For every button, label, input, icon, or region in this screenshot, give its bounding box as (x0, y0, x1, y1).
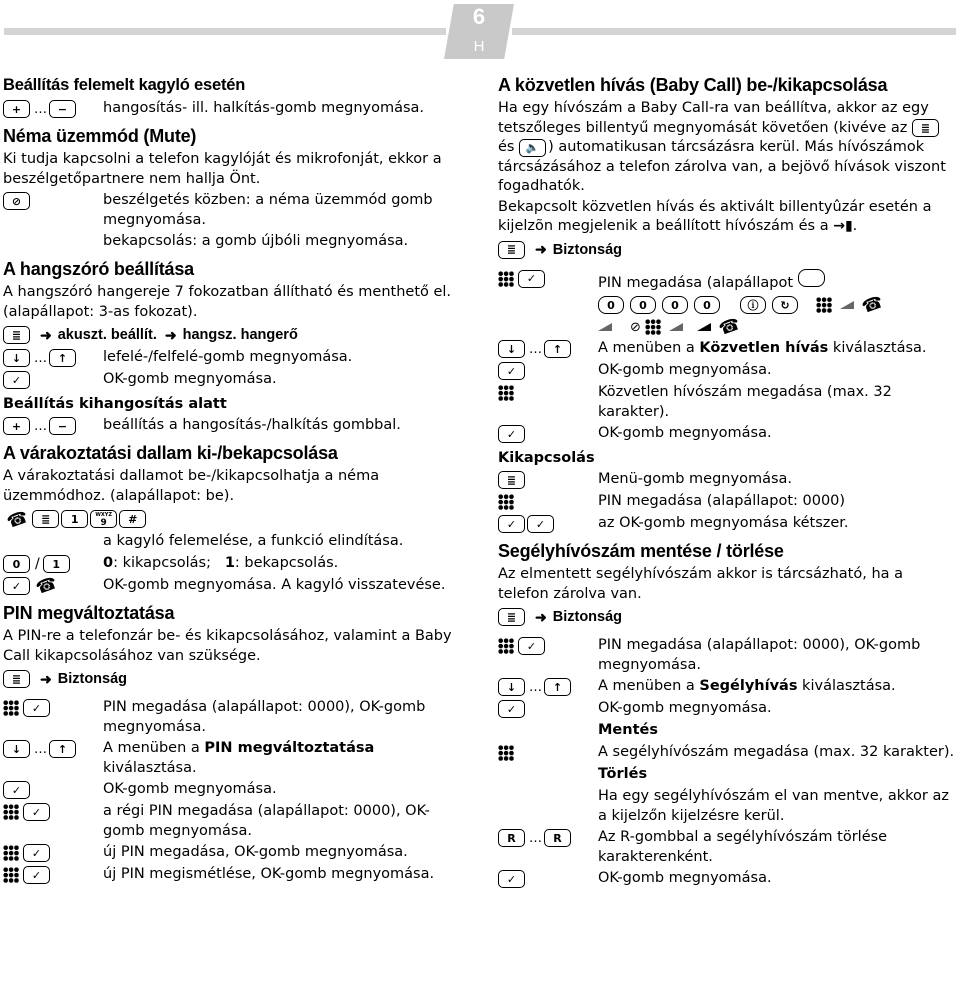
ok-key-icon: ✓ (23, 844, 50, 862)
instruction-text: OK-gomb megnyomása. (103, 371, 277, 387)
left-column (3, 74, 461, 887)
r-key-icon: R (498, 829, 525, 847)
keys (3, 802, 103, 822)
keys (498, 361, 598, 381)
section-title: A hangszóró beállítása (3, 259, 194, 279)
handset-icon: ☎ (4, 506, 31, 534)
instruction-text (103, 739, 461, 778)
menu-key-icon: ≣ (498, 241, 525, 259)
instruction-text: OK-gomb megnyomása. (598, 362, 772, 378)
digit-0-key-icon: 0 (662, 296, 688, 314)
info-key-icon: ⓘ (740, 296, 766, 314)
menu-step: Biztonság (552, 609, 623, 625)
plus-key-icon: + (3, 100, 30, 118)
keypad-icon (3, 867, 19, 883)
instruction-row (3, 554, 461, 574)
keys (498, 699, 598, 719)
instruction-row (498, 743, 956, 763)
arrow-icon: ➜ (40, 326, 52, 343)
keypad-icon (498, 745, 514, 761)
instruction-text: Az R-gombbal a segélyhívószám törlése karakterenként. (598, 829, 888, 865)
keypad-icon (498, 638, 514, 654)
keypad-icon (3, 845, 19, 861)
menu-key-icon: ≣ (3, 326, 30, 344)
section-title: A várakoztatási dallam ki-/bekapcsolása (3, 443, 338, 463)
instruction-row (498, 636, 956, 675)
menu-path (3, 668, 461, 690)
down-key-icon: ↓ (3, 740, 30, 758)
instruction-row (3, 232, 461, 252)
instruction-text: OK-gomb megnyomása. (103, 781, 277, 797)
keys (498, 787, 598, 807)
digit-1-key-icon: 1 (43, 555, 70, 573)
paragraph: A hangszóró hangereje 7 fokozatban állítható és menthető el. (alapállapot: 3-as fokozat). (3, 284, 452, 320)
subsection-title: Beállítás kihangosítás alatt (3, 396, 227, 412)
instruction-text (598, 339, 956, 359)
instruction-row (3, 865, 461, 885)
instruction-row (498, 492, 956, 512)
keys (498, 636, 598, 656)
instruction-row (3, 99, 461, 119)
ellipsis: … (529, 341, 542, 357)
language-code: H (473, 38, 485, 55)
keys (3, 698, 103, 718)
instruction-row (498, 361, 956, 381)
instruction-text: bekapcsolás: a gomb újbóli megnyomása. (103, 233, 409, 249)
ok-key-icon: ✓ (498, 425, 525, 443)
volume-icon (598, 323, 612, 331)
keys (498, 765, 598, 785)
instruction-row (498, 677, 956, 697)
keys (3, 232, 103, 252)
text: és (498, 139, 515, 155)
keys (3, 348, 103, 368)
keypad-icon (3, 700, 19, 716)
instruction-row (3, 780, 461, 800)
keys (498, 492, 598, 512)
menu-path (498, 239, 956, 261)
symbol-sequence (598, 313, 956, 341)
text: Bekapcsolt közvetlen hívás és aktivált billentyûzár esetén a kijelzõn megjelenik a beállított hívószám és a (498, 198, 932, 234)
arrow-icon: ➜ (535, 608, 547, 625)
speaker-key-icon: 🔈 (519, 139, 546, 157)
ellipsis: … (34, 101, 47, 117)
instruction-text: új PIN megismétlése, OK-gomb megnyomása. (103, 866, 435, 882)
menu-path (3, 324, 461, 346)
keypad-icon (3, 804, 19, 820)
up-key-icon: ↑ (49, 349, 76, 367)
keys (3, 370, 103, 390)
instruction-row (498, 699, 956, 719)
text: : bekapcsolás. (234, 555, 339, 571)
text: : kikapcsolás; (113, 555, 211, 571)
instruction-text: OK-gomb megnyomása. (598, 425, 772, 441)
down-key-icon: ↓ (498, 678, 525, 696)
keys (498, 677, 598, 697)
digit-0-key-icon: 0 (630, 296, 656, 314)
header-rule-right (512, 28, 956, 35)
keys (498, 339, 598, 359)
arrow-icon: ➜ (164, 326, 177, 343)
bold-menu-item: Segélyhívás (699, 678, 798, 694)
menu-step: hangsz. hangerő (182, 327, 298, 343)
pin-sequence (598, 291, 956, 319)
ellipsis: … (34, 418, 47, 434)
instruction-row (3, 843, 461, 863)
right-column (498, 74, 956, 891)
instruction-text (103, 554, 461, 574)
ok-key-icon: ✓ (3, 781, 30, 799)
up-key-icon: ↑ (544, 340, 571, 358)
instruction-row (3, 370, 461, 390)
keys (498, 470, 598, 490)
text: kiválasztása. (828, 340, 927, 356)
keys (3, 99, 103, 119)
handset-icon: ☎ (33, 572, 60, 600)
digit-9-key-icon (90, 510, 117, 528)
plus-key-icon: + (3, 417, 30, 435)
instruction-row (3, 572, 461, 600)
redial-key-icon: ↻ (772, 296, 798, 314)
instruction-row (498, 514, 956, 534)
digit-9-label: 9 (100, 518, 107, 528)
subsection-label: Mentés (598, 722, 658, 738)
mute-icon: ⊘ (630, 319, 641, 335)
keys (3, 416, 103, 436)
paragraph (498, 99, 956, 197)
instruction-text: Közvetlen hívószám megadása (max. 32 karakter). (598, 384, 892, 420)
r-key-icon: R (544, 829, 571, 847)
slash: / (35, 556, 40, 572)
menu-step: Biztonság (57, 671, 128, 687)
section-title: PIN megváltoztatása (3, 603, 175, 623)
text: PIN megadása (alapállapot (598, 274, 793, 291)
keys (498, 514, 598, 534)
volume-high-icon (697, 323, 711, 331)
ok-key-icon: ✓ (3, 371, 30, 389)
menu-path (498, 606, 956, 628)
key-sequence-row (3, 506, 461, 534)
keys (3, 843, 103, 863)
keys (3, 780, 103, 800)
text: ) automatikusan tárcsázásra kerül. Más hívószámok tárcsázásához a telefon zárolva van, a bejövő hívások viszont fogadhatók. (498, 139, 946, 194)
subsection-label: Törlés (598, 766, 648, 782)
text: A menüben a (598, 678, 700, 694)
instruction-text: PIN megadása (alapállapot: 0000), OK-gomb megnyomása. (598, 637, 921, 673)
instruction-text (598, 269, 956, 294)
bold-menu-item: PIN megváltoztatása (204, 740, 375, 756)
section-title: Néma üzemmód (Mute) (3, 126, 197, 146)
instruction-text: Menü-gomb megnyomása. (598, 471, 793, 487)
keypad-icon (645, 319, 661, 335)
hash-key-icon: # (119, 510, 146, 528)
keys (3, 191, 103, 211)
keypad-icon (498, 494, 514, 510)
instruction-row (498, 765, 956, 785)
keys (3, 532, 103, 552)
instruction-text: OK-gomb megnyomása. A kagyló visszatevése. (103, 577, 446, 593)
volume-low-icon (840, 301, 854, 309)
digit-1-key-icon: 1 (61, 510, 88, 528)
instruction-row (498, 269, 956, 294)
instruction-row (498, 721, 956, 741)
keys (498, 869, 598, 889)
menu-step: Biztonság (552, 241, 623, 258)
keys (3, 554, 103, 574)
instruction-text: PIN megadása (alapállapot: 0000) (598, 493, 846, 509)
instruction-text: OK-gomb megnyomása. (598, 700, 772, 716)
up-key-icon: ↑ (544, 678, 571, 696)
digit-0-key-icon: 0 (3, 555, 30, 573)
ok-key-icon: ✓ (3, 577, 30, 595)
instruction-text: A segélyhívószám megadása (max. 32 karakter). (598, 744, 955, 760)
menu-key-icon: ≣ (912, 119, 939, 137)
instruction-text: beállítás a hangosítás-/halkítás gombbal. (103, 417, 401, 433)
text: kiválasztása. (103, 759, 197, 776)
bold-zero: 0 (103, 555, 114, 571)
instruction-row (3, 698, 461, 737)
instruction-row (498, 470, 956, 490)
instruction-text: hangosítás- ill. halkítás-gomb megnyomása. (103, 100, 425, 116)
keys (498, 383, 598, 403)
handset-icon: ☎ (859, 291, 886, 319)
down-key-icon: ↓ (498, 340, 525, 358)
instruction-text: az OK-gomb megnyomása kétszer. (598, 515, 849, 531)
ok-key-icon: ✓ (498, 362, 525, 380)
instruction-row (498, 869, 956, 889)
ellipsis: … (529, 679, 542, 695)
instruction-row (3, 739, 461, 778)
handset-icon: ☎ (716, 313, 743, 341)
instruction-row (3, 416, 461, 436)
bold-menu-item: Közvetlen hívás (699, 340, 829, 356)
keypad-icon (498, 271, 514, 287)
instruction-text: a kagyló felemelése, a funkció elindítása. (103, 533, 404, 549)
minus-key-icon: − (49, 417, 76, 435)
ok-key-icon: ✓ (527, 515, 554, 533)
instruction-row (3, 348, 461, 368)
keys (498, 828, 598, 848)
menu-step: akuszt. beállít. (57, 327, 157, 343)
digit-0-key-icon: 0 (598, 296, 624, 314)
menu-key-icon: ≣ (3, 670, 30, 688)
text: A menüben a (103, 740, 205, 756)
paragraph: A PIN-re a telefonzár be- és kikapcsolásához, valamint a Baby Call kikapcsolásához van szüksége. (3, 628, 452, 664)
menu-key-icon: ≣ (498, 471, 525, 489)
text: A menüben a (598, 340, 700, 356)
section-title: Segélyhívószám mentése / törlése (498, 541, 784, 561)
instruction-row (498, 383, 956, 422)
down-key-icon: ↓ (3, 349, 30, 367)
arrow-icon: ➜ (535, 241, 547, 257)
ok-key-icon: ✓ (23, 699, 50, 717)
keys (498, 721, 598, 741)
keys (3, 739, 103, 759)
section-title: A közvetlen hívás (Baby Call) be-/kikapcsolása (498, 75, 888, 95)
keys (3, 572, 103, 600)
instruction-row (498, 828, 956, 867)
instruction-text (598, 677, 956, 697)
baby-call-icon: →▮ (833, 218, 853, 234)
section-title: Beállítás felemelt kagyló esetén (3, 76, 246, 94)
instruction-text: OK-gomb megnyomása. (598, 870, 772, 886)
keys (3, 865, 103, 885)
ellipsis: … (34, 350, 47, 366)
instruction-text: Ha egy segélyhívószám el van mentve, akkor az a kijelzőn kijelzésre kerül. (598, 788, 949, 824)
paragraph: Ki tudja kapcsolni a telefon kagylóját és mikrofonját, ekkor a beszélgetőpartnere nem hallja Önt. (3, 151, 442, 187)
keypad-icon (498, 385, 514, 401)
instruction-row (498, 787, 956, 826)
ok-key-icon: ✓ (518, 637, 545, 655)
instruction-text: lefelé-/felfelé-gomb megnyomása. (103, 349, 353, 365)
instruction-row (3, 802, 461, 841)
blank-key-icon (798, 269, 825, 287)
paragraph (498, 198, 956, 237)
instruction-row (498, 339, 956, 359)
instruction-text: a régi PIN megadása (alapállapot: 0000), OK-gomb megnyomása. (103, 803, 430, 839)
text: Ha egy hívószám a Baby Call-ra van beállítva, akkor az egy tetszőleges billentyű megnyomását követően (kivéve az (498, 100, 929, 136)
bold-one: 1 (224, 555, 235, 571)
digit-0-key-icon: 0 (694, 296, 720, 314)
volume-icon (669, 323, 683, 331)
header-rule-left (4, 28, 446, 35)
paragraph: Az elmentett segélyhívószám akkor is tárcsázható, ha a telefon zárolva van. (498, 566, 904, 602)
ellipsis: … (529, 830, 542, 846)
instruction-row (498, 424, 956, 444)
ok-key-icon: ✓ (23, 803, 50, 821)
subsection-title: Kikapcsolás (498, 450, 595, 466)
keys (498, 269, 598, 289)
paragraph: A várakoztatási dallamot be-/kikapcsolhatja a néma üzemmódhoz. (alapállapot: be). (3, 468, 380, 504)
instruction-text: új PIN megadása, OK-gomb megnyomása. (103, 844, 408, 860)
mute-key-icon: ⊘ (3, 192, 30, 210)
instruction-text: PIN megadása (alapállapot: 0000), OK-gomb megnyomása. (103, 699, 426, 735)
up-key-icon: ↑ (49, 740, 76, 758)
ok-key-icon: ✓ (518, 270, 545, 288)
keypad-icon (816, 297, 832, 313)
menu-key-icon: ≣ (498, 608, 525, 626)
instruction-row (3, 532, 461, 552)
ok-key-icon: ✓ (23, 866, 50, 884)
text: kiválasztása. (797, 678, 896, 694)
keys (498, 424, 598, 444)
ok-key-icon: ✓ (498, 700, 525, 718)
instruction-row (3, 191, 461, 230)
arrow-icon: ➜ (40, 670, 52, 687)
ok-key-icon: ✓ (498, 515, 525, 533)
digit-9-letters: WXYZ (95, 512, 112, 518)
text: . (852, 218, 858, 234)
instruction-text: beszélgetés közben: a néma üzemmód gomb megnyomása. (103, 192, 433, 228)
ellipsis: … (34, 741, 47, 757)
menu-key-icon: ≣ (32, 510, 59, 528)
keys (498, 743, 598, 763)
page-number: 6 (472, 4, 486, 29)
ok-key-icon: ✓ (498, 870, 525, 888)
minus-key-icon: − (49, 100, 76, 118)
